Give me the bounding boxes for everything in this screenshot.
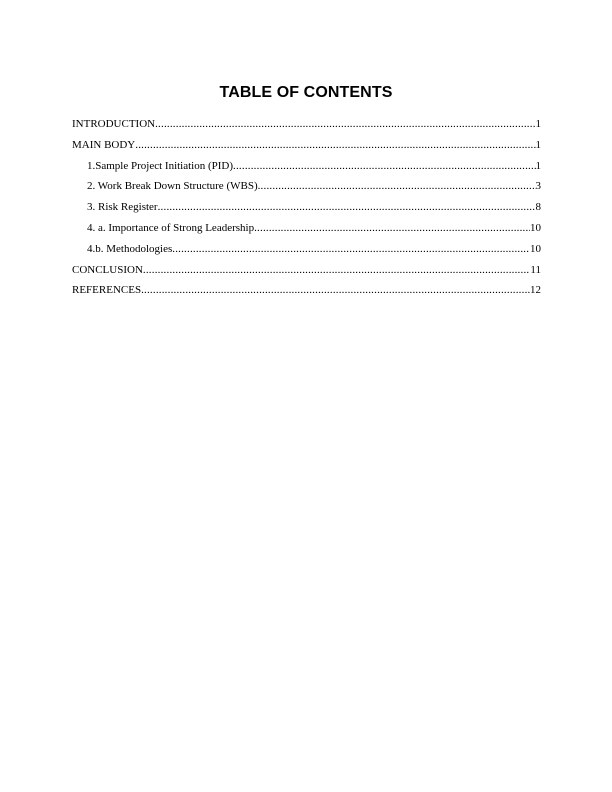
toc-entry-main-body[interactable] (72, 139, 541, 160)
toc-entry-introduction[interactable] (72, 118, 541, 139)
toc-entry-page: 8 (535, 201, 541, 214)
toc-entry-label: 3. Risk Register (87, 201, 158, 214)
dot-leader (172, 243, 530, 255)
dot-leader (155, 118, 535, 130)
dot-leader (254, 222, 530, 234)
toc-entry-label: REFERENCES (72, 284, 142, 297)
toc-entry-methodologies[interactable] (72, 243, 541, 264)
dot-leader (233, 160, 535, 172)
toc-entry-page: 10 (530, 221, 541, 234)
dot-leader (143, 264, 531, 276)
toc-entry-page: 1 (535, 138, 541, 151)
toc-entry-page: 3 (535, 180, 541, 193)
dot-leader (141, 284, 530, 296)
toc-entry-label: INTRODUCTION (72, 118, 156, 130)
toc-entry-label: 4. a. Importance of Strong Leadership (87, 221, 255, 234)
dot-leader (158, 201, 536, 213)
toc-list (72, 118, 541, 305)
toc-entry-label: 4.b. Methodologies (87, 242, 173, 255)
toc-entry-risk-register[interactable] (72, 201, 541, 222)
dot-leader (258, 180, 536, 192)
toc-entry-references[interactable] (72, 284, 541, 305)
toc-entry-label: CONCLUSION (72, 263, 143, 276)
toc-entry-leadership[interactable] (72, 222, 541, 243)
toc-entry-page: 12 (530, 284, 541, 297)
toc-entry-label: 2. Work Break Down Structure (WBS) (87, 180, 258, 193)
toc-entry-wbs[interactable] (72, 180, 541, 201)
dot-leader (135, 139, 535, 151)
toc-title: TABLE OF CONTENTS (219, 84, 393, 101)
toc-entry-label: MAIN BODY (72, 138, 136, 151)
toc-entry-sample-pid[interactable] (72, 160, 541, 181)
toc-entry-page: 10 (530, 242, 541, 255)
toc-entry-conclusion[interactable] (72, 264, 541, 285)
toc-entry-page: 1 (535, 118, 541, 130)
toc-entry-page: 11 (530, 263, 541, 276)
toc-entry-page: 1 (535, 159, 541, 172)
toc-entry-label: 1.Sample Project Initiation (PID) (87, 159, 234, 172)
